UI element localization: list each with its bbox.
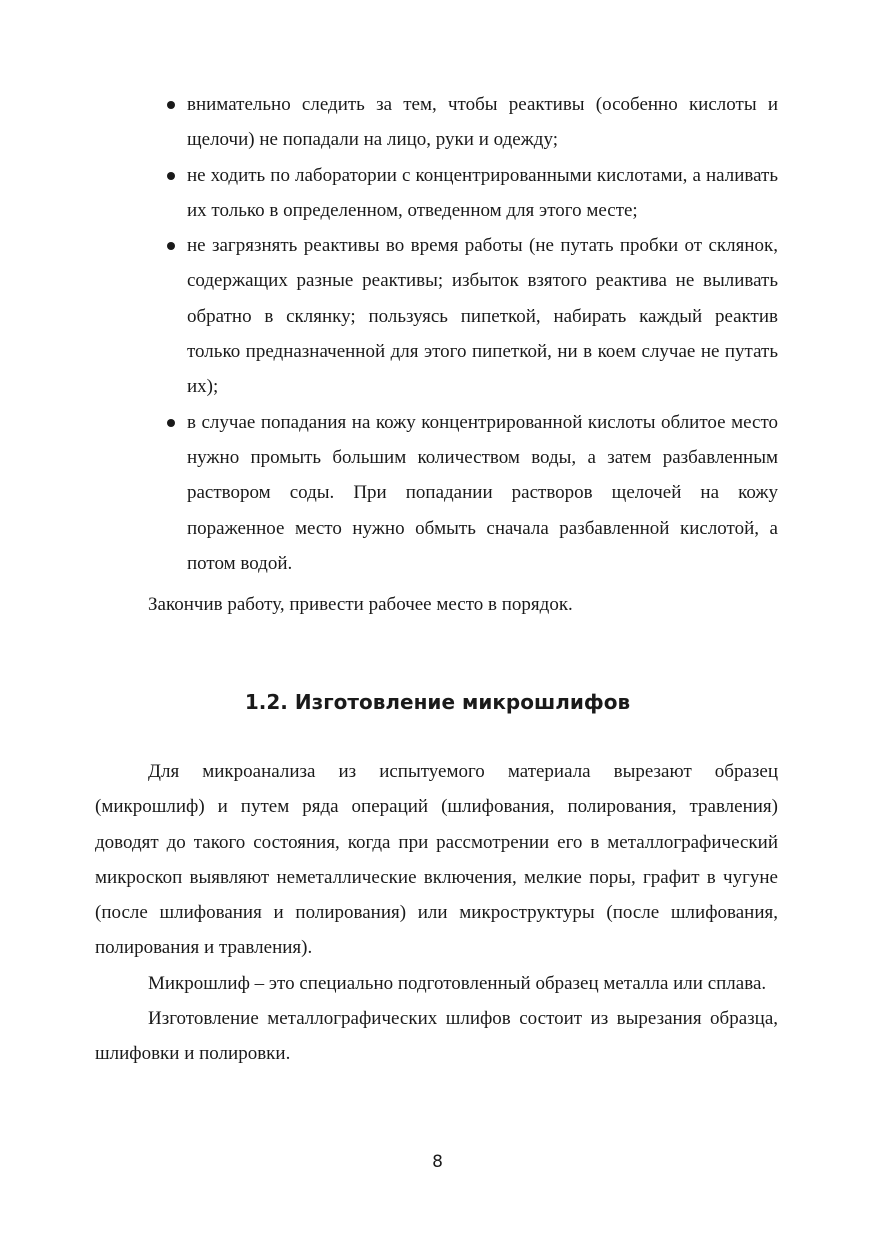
- list-item-text: не ходить по лаборатории с концентрированными кислотами, а наливать их только в определенном, отведенном для этого месте;: [187, 164, 778, 221]
- list-item: [163, 158, 778, 229]
- list-item-text: не загрязнять реактивы во время работы (не путать пробки от склянок, содержащих разные реактивы; избыток взятого реактива не выливать обратно в склянку; пользуясь пипеткой, набирать каждый реактив только предназначенной для этого пипеткой, ни в коем случае не путать их);: [187, 235, 778, 398]
- section-heading: 1.2. Изготовление микрошлифов: [244, 690, 631, 714]
- paragraph: Изготовление металлографических шлифов состоит из вырезания образца, шлифовки и полировки.: [95, 1008, 778, 1065]
- list-item: [163, 405, 778, 581]
- closing-sentence: Закончив работу, привести рабочее место в порядок.: [148, 594, 573, 615]
- list-item: [163, 228, 778, 404]
- bullet-icon: [167, 101, 175, 109]
- paragraph: Микрошлиф – это специально подготовленный образец металла или сплава.: [148, 972, 767, 994]
- bullet-icon: [167, 419, 175, 427]
- section-body: [95, 754, 778, 1072]
- list-item: [163, 87, 778, 158]
- bullet-icon: [167, 242, 175, 250]
- safety-rules-list: [163, 87, 778, 581]
- bullet-icon: [167, 172, 175, 180]
- page-number: 8: [432, 1152, 443, 1172]
- list-item-text: внимательно следить за тем, чтобы реактивы (особенно кислоты и щелочи) не попадали на лицо, руки и одежду;: [187, 94, 778, 151]
- list-item-text: в случае попадания на кожу концентрированной кислоты облитое место нужно промыть большим количеством воды, а затем разбавленным раствором соды. При попадании растворов щелочей на кожу пораженное место нужно обмыть сначала разбавленной кислотой, а потом водой.: [187, 411, 778, 574]
- paragraph: Для микроанализа из испытуемого материала вырезают образец (микрошлиф) и путем ряда операций (шлифования, полирования, травления) доводят до такого состояния, когда при рассмотрении его в металлографический микроскоп выявляют неметаллические включения, мелкие поры, графит в чугуне (после шлифования и полирования) или микроструктуры (после шлифования, полирования и травления).: [95, 761, 778, 959]
